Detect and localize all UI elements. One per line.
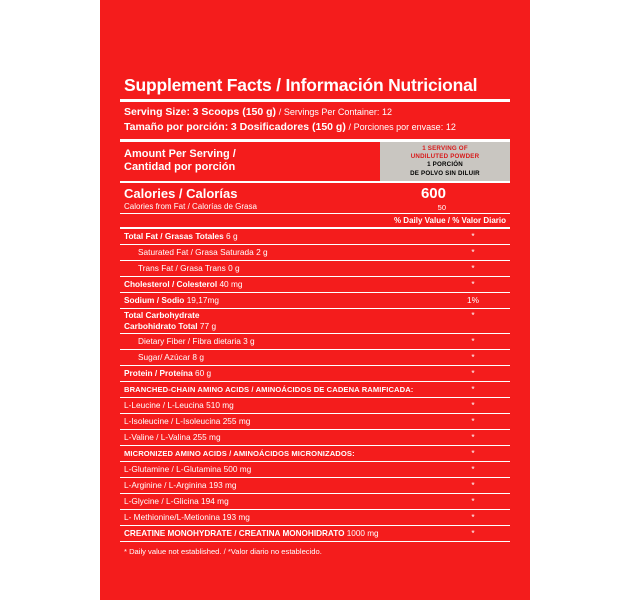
nutrient-amount: 500 mg <box>221 463 252 474</box>
serving-callout-box <box>380 142 510 181</box>
supplement-label-panel <box>100 0 530 600</box>
table-row <box>120 382 510 397</box>
nutrient-name <box>124 310 440 332</box>
amount-per-serving-row <box>120 142 510 181</box>
serving-info-es <box>124 120 506 135</box>
nutrient-amount: 193 mg <box>206 479 237 490</box>
calories-row <box>120 183 510 213</box>
nutrient-daily-value: * <box>471 335 475 346</box>
page-title: Supplement Facts / Información Nutricional <box>124 75 478 95</box>
nutrient-amount: 3 g <box>240 335 255 346</box>
nutrient-amount: 0 g <box>225 263 240 274</box>
nutrient-name: L-Arginine / L-Arginina 193 mg <box>124 479 237 490</box>
nutrient-amount: 19,17mg <box>184 295 219 306</box>
serving-callout-line1: 1 SERVING OF <box>422 144 468 152</box>
calories-from-fat-value: 50 <box>437 202 446 212</box>
nutrient-name: Dietary Fiber / Fibra dietaria 3 g <box>138 335 255 346</box>
table-row <box>120 462 510 477</box>
table-row <box>120 277 510 292</box>
nutrient-amount: 6 g <box>223 231 238 242</box>
nutrient-daily-value: * <box>471 231 475 242</box>
serving-info <box>120 102 510 138</box>
nutrient-name: L-Glutamine / L-Glutamina 500 mg <box>124 463 252 474</box>
nutrient-daily-value: * <box>471 463 475 474</box>
table-row <box>120 261 510 276</box>
amount-per-serving-label <box>120 142 380 181</box>
nutrient-daily-value: * <box>471 247 475 258</box>
nutrient-amount: 255 mg <box>220 415 251 426</box>
serving-size-label-es: Tamaño por porción: <box>124 121 229 134</box>
table-row <box>120 229 510 244</box>
serving-info-en <box>124 105 506 120</box>
nutrient-name: L-Valine / L-Valina 255 mg <box>124 431 221 442</box>
nutrient-amount: 77 g <box>197 321 217 332</box>
nutrient-name: L-Glycine / L-Glicina 194 mg <box>124 495 229 506</box>
nutrient-name-line2: Carbohidrato Total 77 g <box>124 321 217 332</box>
calories-label: Calories / Calorías <box>124 186 238 202</box>
nutrient-amount: 1000 mg <box>344 528 379 538</box>
amount-per-serving-es: Cantidad por porción <box>124 161 236 174</box>
amount-per-serving-en: Amount Per Serving / <box>124 147 236 160</box>
servings-per-container-value-es: 12 <box>445 122 456 133</box>
nutrient-amount: 194 mg <box>198 495 229 506</box>
serving-callout-line3: 1 PORCIÓN <box>427 161 463 169</box>
serving-size-value-en: 3 Scoops (150 g) <box>192 106 277 119</box>
nutrient-daily-value: * <box>471 527 475 538</box>
nutrient-daily-value: * <box>471 399 475 410</box>
nutrient-name: Protein / Proteína 60 g <box>124 367 212 378</box>
nutrient-name: CREATINE MONOHYDRATE / CREATINA MONOHIDRATO 1000 mg <box>124 528 379 538</box>
nutrient-daily-value: * <box>471 495 475 506</box>
table-row <box>120 293 510 308</box>
nutrient-daily-value: * <box>471 279 475 290</box>
nutrient-daily-value: * <box>471 447 475 458</box>
nutrient-name: Total Fat / Grasas Totales 6 g <box>124 231 238 242</box>
serving-callout-line2: UNDILUTED POWDER <box>410 152 480 160</box>
servings-per-container-text-en: Servings Per Container: <box>283 107 380 118</box>
nutrient-daily-value: * <box>471 310 475 321</box>
nutrient-amount: 8 g <box>190 351 204 362</box>
nutrient-daily-value: * <box>471 431 475 442</box>
serving-size-value-es: 3 Dosificadores (150 g) <box>230 121 346 134</box>
nutrient-rows <box>120 229 510 542</box>
nutrient-name: L-Leucine / L-Leucina 510 mg <box>124 399 234 410</box>
nutrient-name: Sodium / Sodio 19,17mg <box>124 295 219 306</box>
nutrient-name: Sugar/ Azúcar 8 g <box>138 351 204 362</box>
nutrient-amount: 40 mg <box>217 279 243 290</box>
nutrient-name: L-Isoleucine / L-Isoleucina 255 mg <box>124 415 251 426</box>
nutrient-amount: 193 mg <box>219 511 250 522</box>
nutrient-name: Saturated Fat / Grasa Saturada 2 g <box>138 247 268 258</box>
nutrient-name: Trans Fat / Grasa Trans 0 g <box>138 263 240 274</box>
table-row <box>120 494 510 509</box>
nutrient-daily-value: * <box>471 263 475 274</box>
nutrient-amount: 255 mg <box>190 431 221 442</box>
nutrient-name: MICRONIZED AMINO ACIDS / AMINOÁCIDOS MICRONIZADOS: <box>124 448 355 458</box>
calories-value: 600 <box>420 185 446 202</box>
nutrient-amount: 510 mg <box>203 399 234 410</box>
servings-per-container-text-es: Porciones por envase: <box>353 122 444 133</box>
daily-value-header: % Daily Value / % Valor Diario <box>393 216 506 226</box>
nutrient-daily-value: * <box>471 367 475 378</box>
table-row <box>120 414 510 429</box>
nutrient-amount: 2 g <box>253 247 268 258</box>
nutrient-daily-value: * <box>471 383 475 394</box>
servings-per-container-label-en: / <box>278 107 282 118</box>
nutrient-daily-value: * <box>471 351 475 362</box>
nutrient-name: L- Methionine/L-Metionina 193 mg <box>124 511 250 522</box>
serving-size-label-en: Serving Size: <box>124 106 190 119</box>
table-row <box>120 309 510 333</box>
nutrient-name-line1: Total Carbohydrate <box>124 310 200 321</box>
nutrient-daily-value: * <box>471 479 475 490</box>
nutrient-name: Cholesterol / Colesterol 40 mg <box>124 279 243 290</box>
table-row <box>120 245 510 260</box>
calories-from-fat-label: Calories from Fat / Calorías de Grasa <box>124 201 257 211</box>
nutrient-amount: 60 g <box>192 367 212 378</box>
table-row <box>120 510 510 525</box>
servings-per-container-slash-es: / <box>348 122 351 133</box>
footnote: * Daily value not established. / *Valor diario no establecido. <box>124 547 322 557</box>
table-row <box>120 526 510 542</box>
table-row <box>120 430 510 445</box>
table-row <box>120 398 510 413</box>
nutrient-daily-value: * <box>471 511 475 522</box>
table-row <box>120 366 510 381</box>
nutrient-daily-value: * <box>471 415 475 426</box>
servings-per-container-value-en: 12 <box>382 107 393 118</box>
table-row <box>120 334 510 349</box>
table-row <box>120 446 510 461</box>
nutrient-name: BRANCHED-CHAIN AMINO ACIDS / AMINOÁCIDOS DE CADENA RAMIFICADA: <box>124 384 414 394</box>
serving-callout-line4: DE POLVO SIN DILUIR <box>410 169 480 177</box>
table-row <box>120 478 510 493</box>
nutrient-daily-value: 1% <box>467 295 479 306</box>
table-row <box>120 350 510 365</box>
supplement-facts-table <box>120 75 510 558</box>
